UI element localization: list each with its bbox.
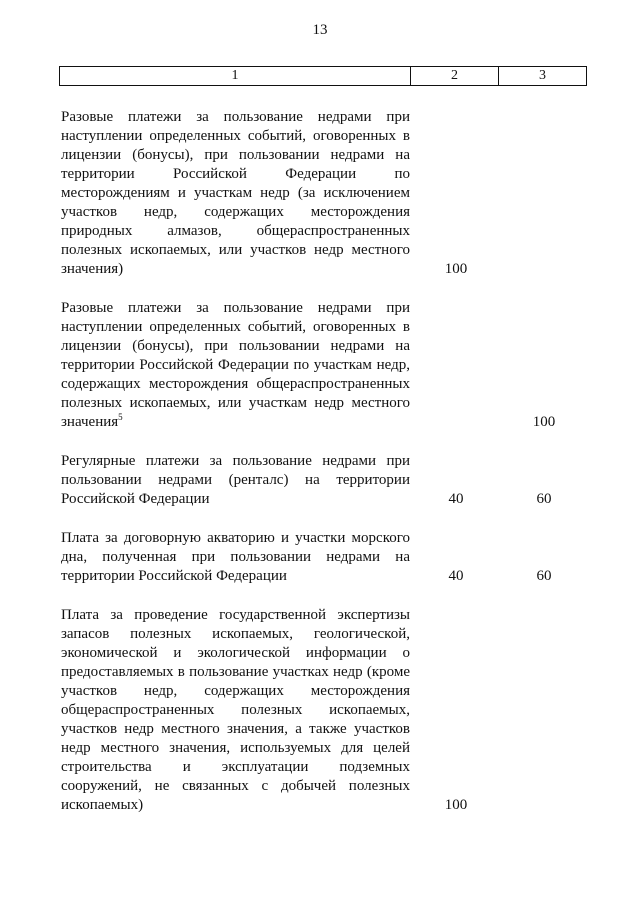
row-text: Регулярные платежи за пользование недрами при пользовании недрами (ренталс) на территории Российской Федерации: [61, 453, 410, 507]
table-header: [59, 66, 587, 86]
row-text: Плата за проведение государственной экспертизы запасов полезных ископаемых, геологической, экономической и экологической информации о предоставляемых в пользование участках недр (кроме участков недр, содержащих месторождения общераспространенных полезных ископаемых, участков недр местного значения, а также участков недр местного значения, используемых для целей строительства и эксплуатации подземных сооружений, не связанных с добычей полезных ископаемых): [61, 607, 410, 813]
row-value-col2: 40: [448, 491, 464, 507]
row-value-col2: 100: [444, 797, 468, 813]
table-row: [61, 452, 621, 509]
page-number: 13: [312, 22, 328, 38]
table-body: [61, 108, 621, 835]
row-description: [61, 606, 410, 815]
row-value-col3: 100: [532, 414, 556, 430]
row-description: [61, 299, 410, 432]
row-text: Разовые платежи за пользование недрами при наступлении определенных событий, оговоренных в лицензии (бонусы), при пользовании недрами на территории Российской Федерации по месторождениям и участкам недр (за исключением участков недр, содержащих месторождения природных алмазов, общераспространенных полезных ископаемых, или участков недр местного значения): [61, 109, 410, 277]
table-row: [61, 299, 621, 432]
row-value-col2: 40: [448, 568, 464, 584]
row-description: [61, 452, 410, 509]
table-row: [61, 108, 621, 279]
row-description: [61, 529, 410, 586]
table-row: [61, 529, 621, 586]
header-col-3: 3: [539, 68, 546, 83]
table-row: [61, 606, 621, 815]
header-col-1: 1: [60, 67, 411, 85]
header-col-2: 2: [411, 67, 499, 85]
footnote-marker: 5: [118, 412, 123, 422]
row-text: Разовые платежи за пользование недрами при наступлении определенных событий, оговоренных в лицензии (бонусы), при пользовании недрами на территории Российской Федерации по участкам недр, содержащих месторождения общераспространенных полезных ископаемых, или участкам недр местного значения: [61, 300, 410, 430]
row-value-col3: 60: [536, 568, 552, 584]
row-text: Плата за договорную акваторию и участки морского дна, полученная при пользовании недрами на территории Российской Федерации: [61, 530, 410, 584]
row-description: [61, 108, 410, 279]
row-value-col3: 60: [536, 491, 552, 507]
row-value-col2: 100: [444, 261, 468, 277]
